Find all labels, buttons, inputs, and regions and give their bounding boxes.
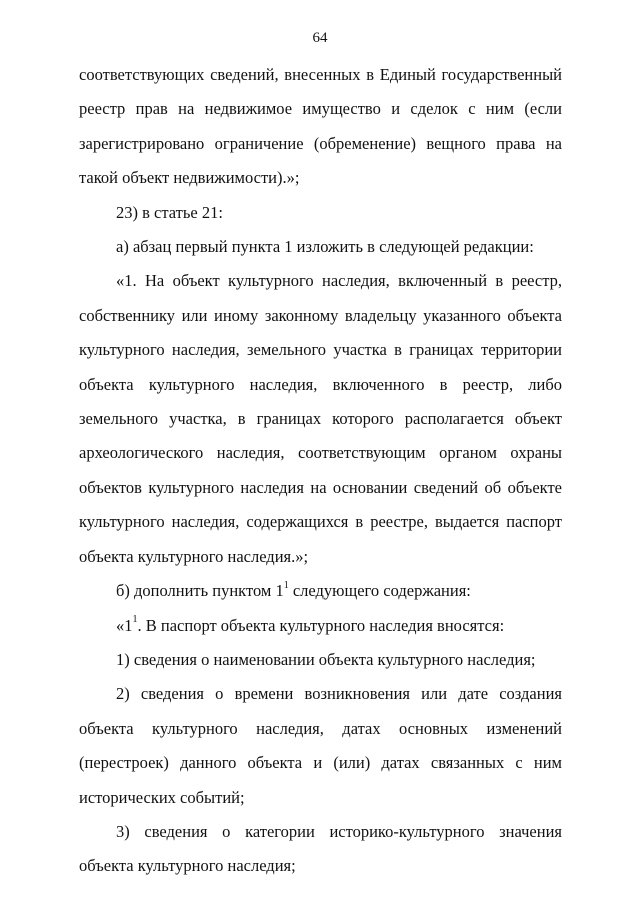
paragraph-item-1-1: [79, 609, 562, 643]
subitem-b-text-end: следующего содержания:: [288, 581, 471, 601]
subitem-b-text: б) дополнить пунктом 1: [116, 581, 284, 601]
item-1-1-text: . В паспорт объекта культурного наследия вносятся:: [137, 615, 505, 635]
paragraph-subitem-b: [79, 574, 562, 608]
page-number: 64: [312, 30, 328, 46]
paragraph-list-item-3: 3) сведения о категории историко-культурного значения объекта культурного наследия;: [79, 821, 562, 876]
paragraph-list-item-1: 1) сведения о наименовании объекта культурного наследия;: [116, 649, 536, 669]
item-1-1-prefix: «1: [116, 615, 133, 635]
paragraph-list-item-2: 2) сведения о времени возникновения или дате создания объекта культурного наследия, датах основных изменений (перестроек) данного объекта и (или) датах связанных с ним исторических событий;: [79, 684, 562, 807]
paragraph-article-23: 23) в статье 21:: [116, 202, 223, 222]
superscript: 1: [132, 614, 138, 625]
paragraph-continuation: соответствующих сведений, внесенных в Единый государственный реестр прав на недвижимое имущество и сделок с ним (если зарегистрировано ограничение (обременение) вещного права на такой объект недвижимости).»;: [79, 65, 562, 188]
superscript: 1: [283, 579, 289, 591]
paragraph-subitem-a: а) абзац первый пункта 1 изложить в следующей редакции:: [116, 237, 534, 257]
document-body: [79, 58, 562, 884]
paragraph-quote-item-1: «1. На объект культурного наследия, включенный в реестр, собственнику или иному законному владельцу указанного объекта культурного наследия, земельного участка в границах территории объекта культурного наследия, включенного в реестр, либо земельного участка, в границах которого располагается объект археологического наследия, соответствующим органом охраны объектов культурного наследия на основании сведений об объекте культурного наследия, содержащихся в реестре, выдается паспорт объекта культурного наследия.»;: [79, 271, 562, 566]
